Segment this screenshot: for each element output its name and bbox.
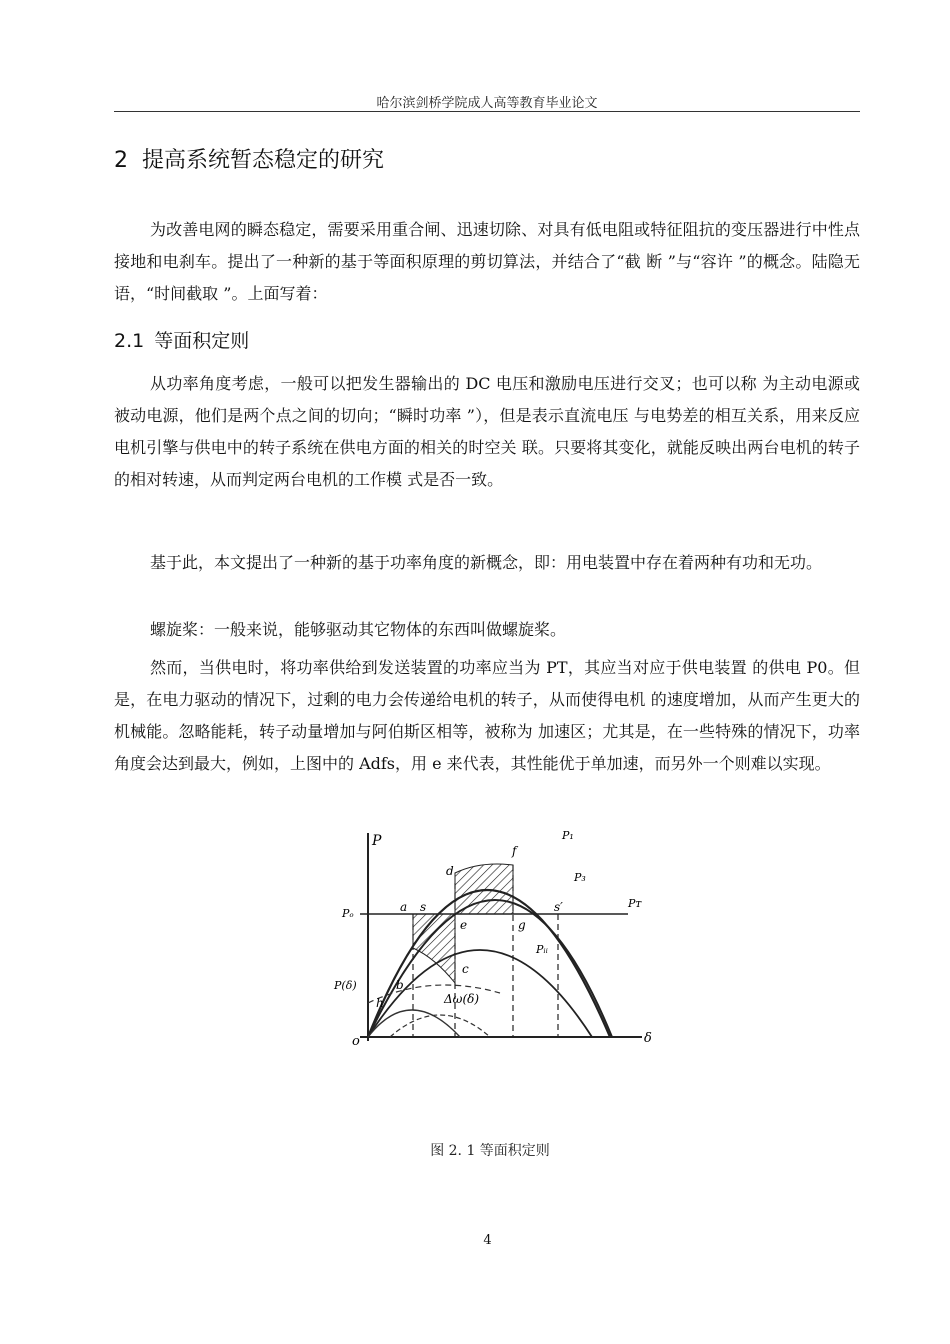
p0-label: Pₒ — [342, 907, 354, 920]
p2-label: Pᵢᵢ — [536, 943, 548, 956]
body-paragraph: 然而，当供电时，将功率供给到发送装置的功率应当为 PT，其应当对应于供电装置 的供电 P0。但是，在电力驱动的情况下，过剩的电力会传递给电机的转子，从而使得电机 的速度增加，从而产生更大的机械能。忽略能耗，转子动量增加与阿伯斯区相等，被称为 加速区；尤其是，在一些特殊的情况下，功率角度会达到最大，例如，上图中的 Adfs，用 e 来代表，其性能优于单加速，而另外一个则难以实现。 — [114, 658, 860, 773]
section-title: 等面积定则 — [154, 330, 250, 352]
label-b: b — [396, 978, 404, 992]
label-g: g — [518, 918, 526, 932]
label-e: e — [460, 918, 468, 932]
intro-paragraph: 为改善电网的瞬态稳定，需要采用重合闸、迅速切除、对具有低电阻或特征阻抗的变压器进行中性点接地和电刹车。提出了一种新的基于等面积原理的剪切算法，并结合了“截 断 ”与“容许 ”的概念。陆隐无语，“时间截取 ”。上面写着： — [114, 220, 860, 303]
equal-area-diagram — [330, 823, 660, 1053]
label-h: h — [376, 996, 384, 1010]
small-curve-2 — [390, 1015, 490, 1037]
label-s2: s′ — [554, 900, 563, 914]
p3-label: P₃ — [574, 871, 586, 884]
body-paragraph: 螺旋桨：一般来说，能够驱动其它物体的东西叫做螺旋桨。 — [150, 620, 567, 639]
label-c: c — [462, 962, 469, 976]
section-number: 2.1 — [114, 330, 145, 352]
pt-label: Pᴛ — [628, 897, 642, 910]
chapter-number: 2 — [114, 148, 128, 173]
label-a: a — [400, 900, 408, 914]
acceleration-area — [413, 914, 455, 983]
p-axis-label: P — [372, 833, 382, 849]
label-f: f — [512, 844, 517, 858]
p1-label: P₁ — [562, 829, 574, 842]
label-domega: Δω(δ) — [444, 992, 480, 1006]
body-paragraph: 基于此，本文提出了一种新的基于功率角度的新概念，即：用电装置中存在着两种有功和无功。 — [150, 553, 823, 572]
body-paragraph: 从功率角度考虑，一般可以把发生器输出的 DC 电压和激励电压进行交叉；也可以称 为主动电源或被动电源，他们是两个点之间的切向；“瞬时功率 ”），但是表示直流电压 与电势差的相互关系，用来反应电机引擎与供电中的转子系统在供电方面的相关的时空关 联。只要将其变化，就能反映出两台电机的转子的相对转速，从而判定两台电机的工作模 式是否一致。 — [114, 374, 860, 489]
pdelta-label: P(δ) — [334, 979, 357, 992]
chapter-title: 提高系统暂态稳定的研究 — [142, 148, 385, 173]
header-rule — [114, 111, 860, 112]
page-number: 4 — [483, 1233, 492, 1248]
chapter-heading — [114, 143, 384, 174]
equal-area-figure — [330, 823, 660, 1053]
figure-caption: 图 2. 1 等面积定则 — [430, 1143, 550, 1159]
label-d: d — [446, 864, 454, 878]
label-s: s — [420, 900, 427, 914]
small-curve-1 — [368, 1010, 460, 1037]
origin-label: o — [352, 1034, 360, 1049]
delta-axis-label: δ — [644, 1031, 652, 1046]
running-header: 哈尔滨剑桥学院成人高等教育毕业论文 — [376, 96, 598, 111]
section-heading — [114, 326, 249, 353]
